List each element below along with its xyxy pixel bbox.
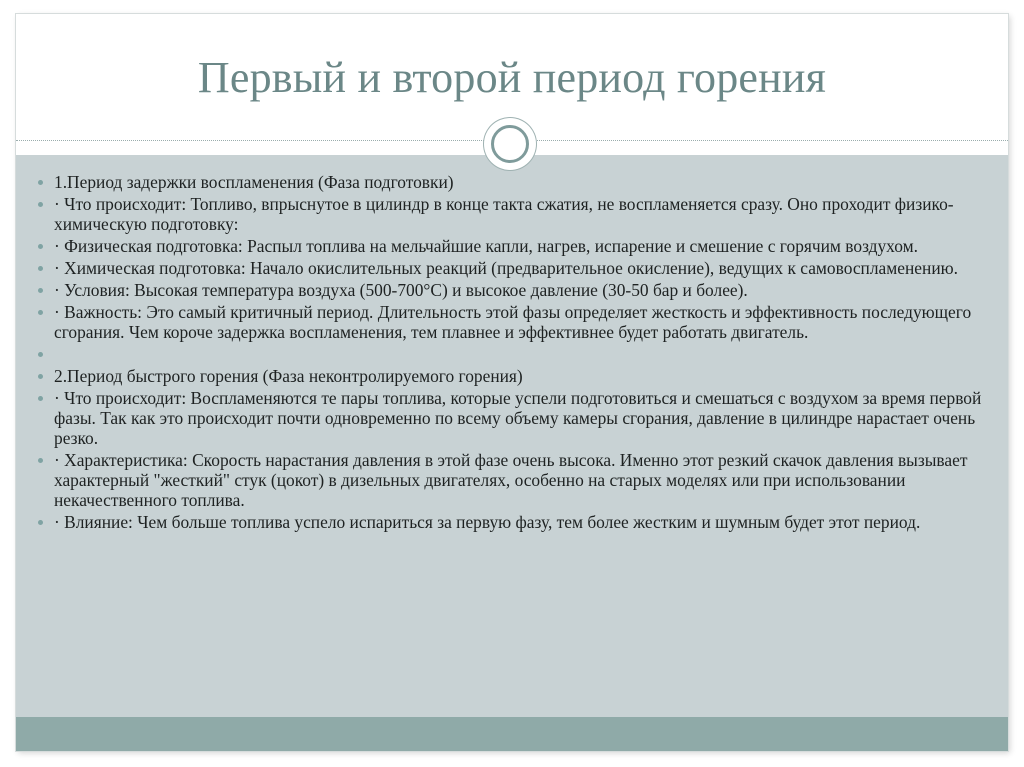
- bullet-item: · Физическая подготовка: Распыл топлива на мельчайшие капли, нагрев, испарение и смешение с горячим воздухом.: [36, 236, 986, 256]
- bottom-band: [16, 717, 1008, 751]
- bullet-item: 1.Период задержки воспламенения (Фаза подготовки): [36, 172, 986, 192]
- bullet-item: · Важность: Это самый критичный период. Длительность этой фазы определяет жесткость и эффективность последующего сгорания. Чем короче задержка воспламенения, тем плавнее и эффективнее будет работать двигатель.: [36, 302, 986, 342]
- bullet-item: · Характеристика: Скорость нарастания давления в этой фазе очень высока. Именно этот резкий скачок давления вызывает характерный "жесткий" стук (цокот) в дизельных двигателях, особенно на старых моделях или при использовании некачественного топлива.: [36, 450, 986, 510]
- bullet-list: [36, 172, 986, 534]
- slide-title: Первый и второй период горения: [197, 53, 827, 102]
- bullet-item: · Влияние: Чем больше топлива успело испариться за первую фазу, тем более жестким и шумным будет этот период.: [36, 512, 986, 532]
- bullet-item: · Химическая подготовка: Начало окислительных реакций (предварительное окисление), ведущих к самовоспламенению.: [36, 258, 986, 278]
- bullet-item: · Что происходит: Топливо, впрыснутое в цилиндр в конце такта сжатия, не воспламеняется сразу. Оно проходит физико-химическую подготовку:: [36, 194, 986, 234]
- ring-ornament-icon: [484, 118, 536, 170]
- bullet-item: · Что происходит: Воспламеняются те пары топлива, которые успели подготовиться и смешаться с воздухом за время первой фазы. Так как это происходит почти одновременно по всему объему камеры сгорания, давление в цилиндре нарастает очень резко.: [36, 388, 986, 448]
- bullet-item: 2.Период быстрого горения (Фаза неконтролируемого горения): [36, 366, 986, 386]
- bullet-item: · Условия: Высокая температура воздуха (500-700°C) и высокое давление (30-50 бар и более).: [36, 280, 986, 300]
- bullet-item-empty: [36, 344, 986, 364]
